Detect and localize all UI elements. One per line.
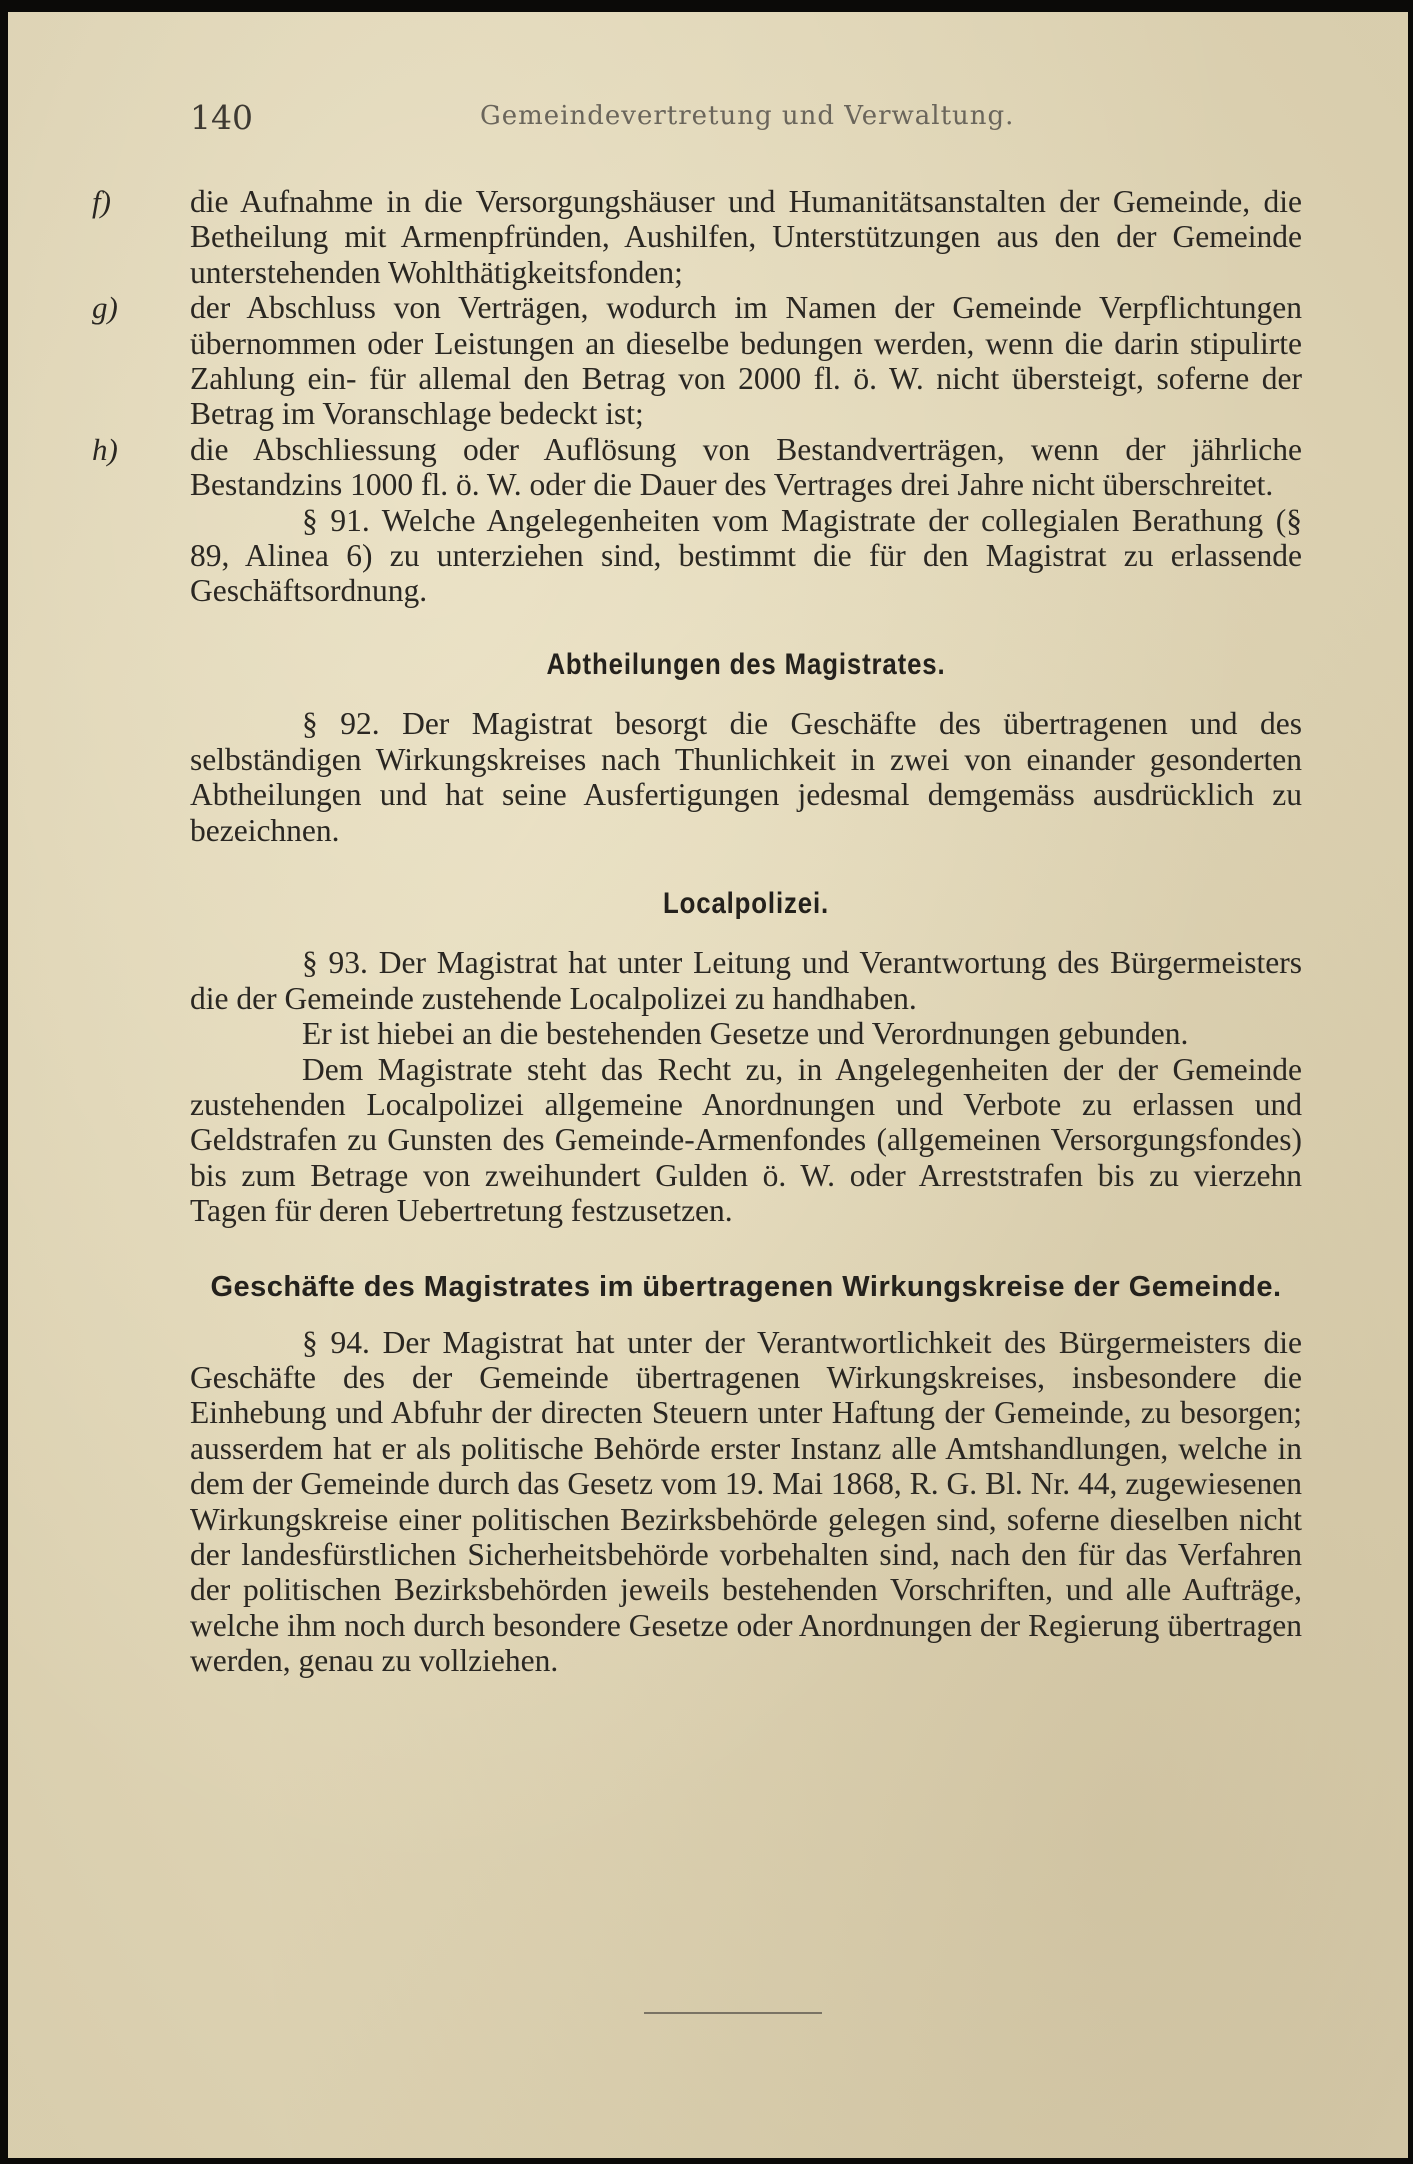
item-marker: f) [92,184,111,219]
running-head: Gemeindevertretung und Verwaltung. [480,101,1015,131]
item-marker: g) [92,290,118,326]
section-heading-geschaefte: Geschäfte des Magistrates im übertragenen Wirkungskreise der Gemeinde. [210,1270,1282,1303]
section-heading-localpolizei: Localpolizei. [662,886,830,920]
page-number: 140 [190,98,253,137]
paragraph-92: § 92. Der Magistrat besorgt die Geschäfte des übertragenen und des selbständigen Wirkungskreises nach Thunlichkeit in zwei von einander gesonderten Abtheilungen und hat seine Ausfertigungen jedesmal demgemäss ausdrücklich zu bezeichnen. [190,706,1302,848]
paragraph-91: § 91. Welche Angelegenheiten vom Magistrate der collegialen Berathung (§ 89, Alinea 6) zu unterziehen sind, bestimmt die für den Magistrat zu erlassende Geschäftsordnung. [190,502,1302,609]
paragraph-93-2: Er ist hiebei an die bestehenden Gesetze und Verordnungen gebunden. [302,1016,1189,1052]
section-heading-abtheilungen: Abtheilungen des Magistrates. [546,647,946,681]
item-marker: h) [92,431,118,467]
list-item [77,432,1302,503]
item-text: die Abschliessung oder Auflösung von Bestandverträgen, wenn der jährliche Bestandzins 1000 fl. ö. W. oder die Dauer des Vertrages drei Jahre nicht überschreitet. [190,431,1302,503]
item-text: die Aufnahme in die Versorgungshäuser und Humanitätsanstalten der Gemeinde, die Betheilung mit Armenpfründen, Aushilfen, Unterstützungen aus den der Gemeinde unterstehenden Wohlthätigkeitsfonden; [190,184,1302,290]
body-text [92,184,1302,1679]
item-text: der Abschluss von Verträgen, wodurch im Namen der Gemeinde Verpflichtungen übernommen oder Leistungen an dieselbe bedungen werden, wenn die darin stipulirte Zahlung ein- für allemal den Betrag von 2000 fl. ö. W. nicht übersteigt, soferne der Betrag im Voranschlage bedeckt ist; [190,290,1302,432]
list-item [77,184,1302,290]
paragraph-94: § 94. Der Magistrat hat unter der Verantwortlichkeit des Bürgermeisters die Geschäfte des der Gemeinde übertragenen Wirkungskreises, insbesondere die Einhebung und Abfuhr der directen Steuern unter Haftung der Gemeinde, zu besorgen; ausserdem hat er als politische Behörde erster Instanz alle Amtshandlungen, welche in dem der Gemeinde durch das Gesetz vom 19. Mai 1868, R. G. Bl. Nr. 44, zugewiesenen Wirkungskreise einer politischen Bezirksbehörde gelegen sind, soferne dieselben nicht der landesfürstlichen Sicherheitsbehörde vorbehalten sind, nach den für das Verfahren der politischen Bezirksbehörden jeweils bestehenden Vorschriften, und alle Aufträge, welche ihm noch durch besondere Gesetze oder Anordnungen der Regierung übertragen werden, genau zu vollziehen. [190,1324,1302,1679]
book-page [8,12,1408,2158]
page-header [190,98,1300,148]
end-rule [644,2012,822,2014]
paragraph-93-3: Dem Magistrate steht das Recht zu, in Angelegenheiten der der Gemeinde zustehenden Localpolizei allgemeine Anordnungen und Verbote zu erlassen und Geldstrafen zu Gunsten des Gemeinde-Armenfondes (allgemeinen Versorgungsfondes) bis zum Betrage von zweihundert Gulden ö. W. oder Arreststrafen bis zu vierzehn Tagen für deren Uebertretung festzusetzen. [190,1051,1302,1229]
list-item [77,290,1302,432]
paragraph-93: § 93. Der Magistrat hat unter Leitung und Verantwortung des Bürgermeisters die der Gemeinde zustehende Localpolizei zu handhaben. [190,945,1302,1016]
